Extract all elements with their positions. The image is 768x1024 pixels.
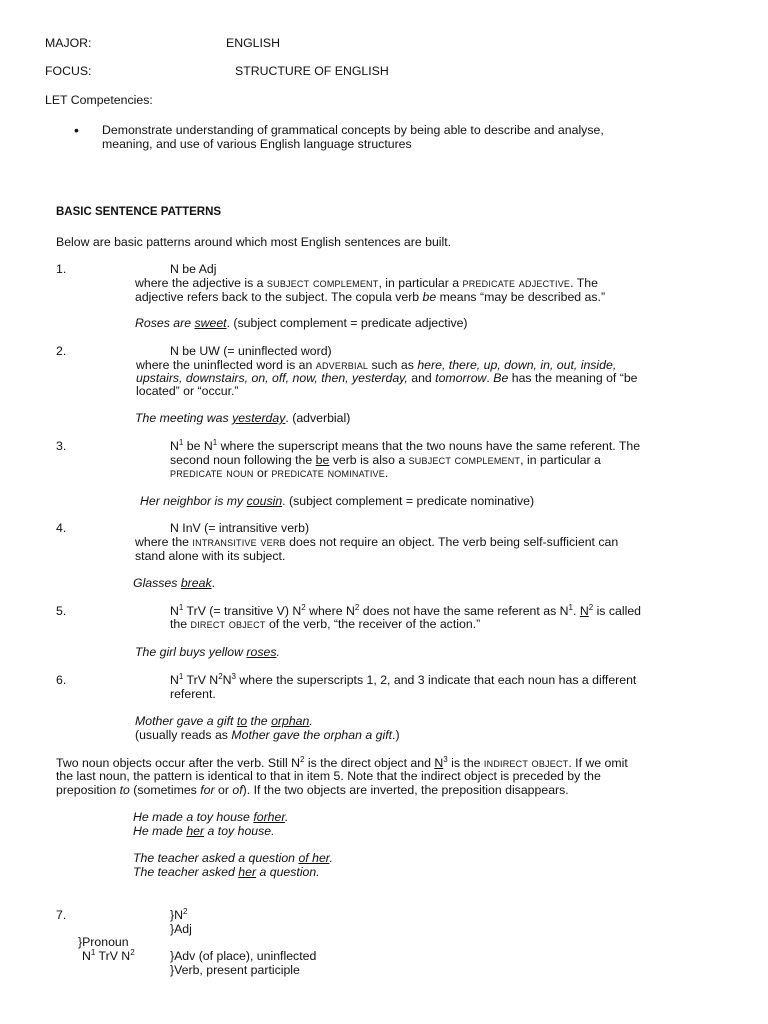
- competencies-label: LET Competencies:: [45, 93, 153, 107]
- paragraph-line-2: the last noun, the pattern is identical to that in item 5. Note that the indirect object is preceded by the: [56, 769, 601, 783]
- example-3: The teacher asked a question of her.: [133, 851, 333, 865]
- pattern-2-line-1: where the uninflected word is an adverbial such as here, there, up, down, in, out, inside,: [136, 358, 617, 372]
- pattern-7-row-2: }Adj: [170, 922, 192, 936]
- pattern-6-line-1: $N^1$ TrV $N^2N^3$ where the superscripts 1, 2, and 3 indicate that each noun has a different: [170, 671, 637, 687]
- pattern-4-formula: N InV (= intransitive verb): [170, 521, 310, 535]
- pattern-4-number: 4.: [56, 521, 67, 535]
- pattern-7-row-4: }Adv (of place), uninflected: [170, 949, 317, 963]
- pattern-2-formula: N be UW (= uninflected word): [170, 344, 332, 358]
- focus-value: STRUCTURE OF ENGLISH: [235, 64, 389, 78]
- pattern-3-example: Her neighbor is my cousin. (subject complement = predicate nominative): [140, 494, 535, 508]
- pattern-5-number: 5.: [56, 604, 67, 618]
- pattern-4-example: Glasses break.: [133, 576, 216, 590]
- pattern-7-row-5: }Verb, present participle: [170, 963, 300, 977]
- pattern-4-line-2: stand alone with its subject.: [135, 549, 286, 563]
- pattern-6-line-2: referent.: [170, 687, 216, 701]
- pattern-3-line-3: predicate noun or predicate nominative.: [170, 466, 389, 480]
- section-intro: Below are basic patterns around which most English sentences are built.: [56, 235, 452, 249]
- pattern-7-formula: $N^1$ TrV $N^2$: [82, 947, 135, 963]
- pattern-2-line-3: located” or “occur.”: [136, 384, 239, 398]
- pattern-2-line-2: upstairs, downstairs, on, off, now, then, yesterday, and tomorrow. Be has the meaning of “be: [136, 371, 638, 385]
- example-2: He made her a toy house.: [133, 824, 275, 838]
- paragraph-line-1: Two noun objects occur after the verb. Still $N^2$ is the direct object and $N^3$ is the indirect object. If we omit: [56, 754, 628, 770]
- pattern-1-number: 1.: [56, 262, 67, 276]
- pattern-5-example: The girl buys yellow roses.: [135, 645, 280, 659]
- pattern-1-line-2: adjective refers back to the subject. The copula verb be means “may be described as.”: [135, 290, 606, 304]
- section-title: BASIC SENTENCE PATTERNS: [56, 206, 222, 218]
- major-value: ENGLISH: [226, 36, 280, 50]
- example-1: He made a toy house forher.: [133, 810, 289, 824]
- pattern-4-line-1: where the intransitive verb does not require an object. The verb being self-sufficient can: [135, 535, 619, 549]
- pattern-5-line-2: the direct object of the verb, “the receiver of the action.”: [170, 617, 481, 631]
- pattern-1-formula: N be Adj: [170, 262, 217, 276]
- pattern-6-number: 6.: [56, 673, 67, 687]
- competency-line-2: meaning, and use of various English language structures: [102, 137, 412, 151]
- paragraph-line-3: preposition to (sometimes for or of). If the two objects are inverted, the preposition disappears.: [56, 783, 569, 797]
- pattern-1-example: Roses are sweet. (subject complement = predicate adjective): [135, 316, 468, 330]
- pattern-2-example: The meeting was yesterday. (adverbial): [135, 411, 351, 425]
- competency-line-1: Demonstrate understanding of grammatical concepts by being able to describe and analyse,: [102, 123, 604, 137]
- pattern-3-line-2: second noun following the be verb is also a subject complement, in particular a: [170, 453, 601, 467]
- pattern-5-line-1: $N^1$ TrV (= transitive V) $N^2$ where $N^2$ does not have the same referent as $N^1$. $N^2$ is called: [170, 602, 641, 618]
- pattern-6-example-2: (usually reads as Mother gave the orphan a gift.): [135, 728, 400, 742]
- focus-label: FOCUS:: [45, 64, 92, 78]
- major-label: MAJOR:: [45, 36, 92, 50]
- pattern-1-line-1: where the adjective is a subject complement, in particular a predicate adjective. The: [135, 276, 598, 290]
- pattern-3-number: 3.: [56, 439, 67, 453]
- pattern-7-row-1: }$N^2$: [170, 906, 188, 922]
- pattern-3-line-1: $N^1$ be $N^1$ where the superscript means that the two nouns have the same referent. The: [170, 437, 641, 453]
- pattern-2-number: 2.: [56, 344, 67, 358]
- pattern-7-row-3: }Pronoun: [78, 935, 129, 949]
- example-4: The teacher asked her a question.: [133, 865, 320, 879]
- pattern-7-number: 7.: [56, 908, 67, 922]
- pattern-6-example-1: Mother gave a gift to the orphan.: [135, 714, 313, 728]
- bullet-icon: •: [74, 122, 79, 138]
